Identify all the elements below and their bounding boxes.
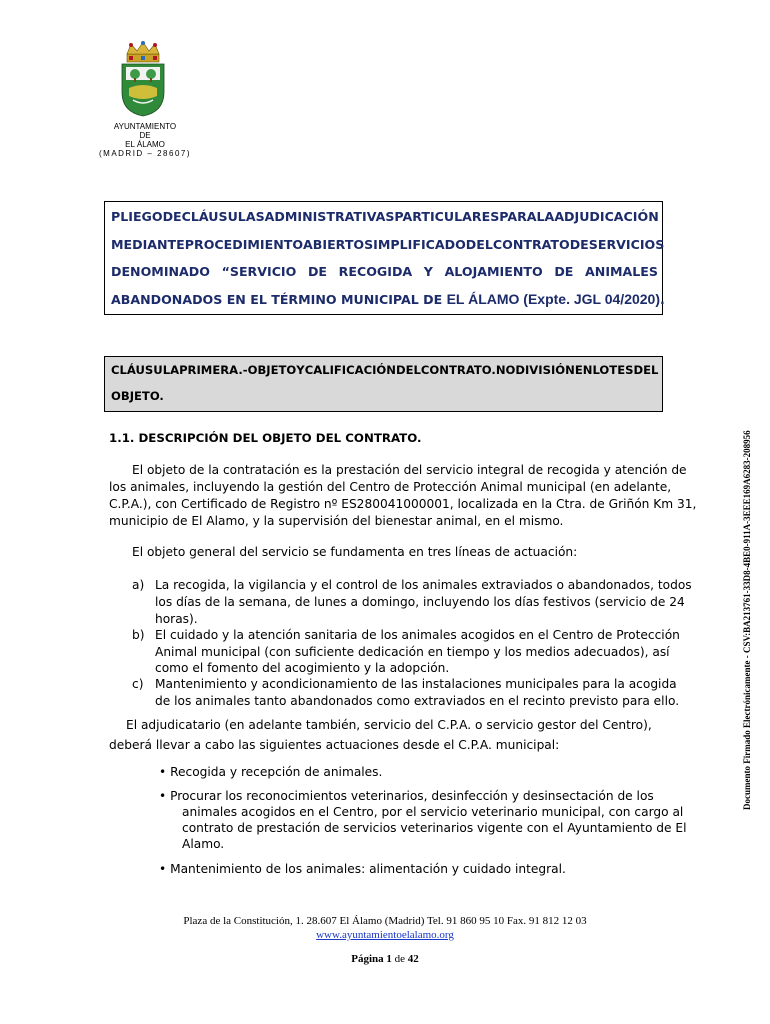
- list-item-line: horas).: [155, 612, 198, 626]
- page-total: 42: [407, 953, 419, 965]
- list-item-line: los días de la semana, de lunes a domingo, incluyendo los días festivos (servicio de 24: [155, 595, 685, 609]
- title-word: MEDIANTE: [111, 237, 185, 252]
- document-title-box: [104, 201, 663, 315]
- title-word: ANIMALES: [585, 264, 658, 279]
- title-word: DENOMINADO: [111, 264, 210, 279]
- title-word: ADJUDICACIÓN: [554, 209, 659, 224]
- page-number: [0, 953, 770, 965]
- page-current: 1: [386, 953, 392, 965]
- list-marker: b): [132, 628, 145, 642]
- title-word: SIMPLIFICADO: [364, 237, 466, 252]
- paragraph-text: El objeto de la contratación es la prestación del servicio integral de recogida y atención de: [132, 463, 687, 477]
- bullet-text: Procurar los reconocimientos veterinarios, desinfección y desinsectación de los: [170, 789, 654, 803]
- title-line-4: [111, 291, 665, 307]
- title-word: DE: [569, 237, 589, 252]
- clause-word: CONTRATO.: [420, 363, 496, 377]
- clause-word: CLÁUSULA: [111, 363, 180, 377]
- footer-address: Plaza de la Constitución, 1. 28.607 El Álamo (Madrid) Tel. 91 860 95 10 Fax. 91 812 12 03: [183, 915, 587, 927]
- clause-word: Y: [296, 363, 305, 377]
- paragraph-line: El adjudicatario (en adelante también, servicio del C.P.A. o servicio gestor del Centro),: [126, 718, 652, 732]
- title-word: DEL: [465, 237, 493, 252]
- clause-word: NO: [495, 363, 516, 377]
- paragraph-line: municipio de El Alamo, y la supervisión del bienestar animal, en el mismo.: [109, 514, 564, 528]
- title-word: RECOGIDA: [338, 264, 413, 279]
- clause-word: OBJETO: [247, 363, 297, 377]
- bullet-text-line: contrato de prestación de servicios veterinarios vigente con el Ayuntamiento de El: [182, 821, 687, 835]
- clause-word: EN: [574, 363, 593, 377]
- title-word: DE: [307, 264, 328, 279]
- entity-line: AYUNTAMIENTO: [113, 122, 177, 131]
- entity-location: (MADRID – 28607): [98, 149, 192, 158]
- bullet-item: [159, 765, 382, 779]
- entity-name-block: [90, 122, 200, 158]
- title-word: ALOJAMIENTO: [444, 264, 543, 279]
- clause-word: DEL: [633, 363, 659, 377]
- title-word: PROCEDIMIENTO: [184, 237, 304, 252]
- clause-word: PRIMERA.-: [179, 363, 248, 377]
- clause-word: LOTES: [592, 363, 634, 377]
- bullet-icon: •: [159, 765, 167, 779]
- title-word: SERVICIOS: [588, 237, 665, 252]
- paragraph-line: deberá llevar a cabo las siguientes actuaciones desde el C.P.A. municipal:: [109, 738, 560, 752]
- title-word: ABIERTO: [303, 237, 365, 252]
- bullet-item: [159, 789, 654, 803]
- list-item-line: de los animales tanto abandonados como extraviados en el recinto previsto para ello.: [155, 694, 680, 708]
- title-text: .: [660, 292, 665, 307]
- title-word: CONTRATO: [492, 237, 570, 252]
- coat-of-arms-logo: [115, 40, 171, 118]
- section-heading: 1.1. DESCRIPCIÓN DEL OBJETO DEL CONTRATO.: [109, 431, 422, 445]
- list-item-line: La recogida, la vigilancia y el control de los animales extraviados o abandonados, todos: [155, 578, 692, 592]
- list-marker: c): [132, 677, 144, 691]
- clause-heading-box: [104, 356, 663, 412]
- title-line-3: [111, 264, 658, 279]
- paragraph-line: los animales, incluyendo la gestión del Centro de Protección Animal municipal (en adelante,: [109, 480, 672, 494]
- paragraph-line: El objeto general del servicio se fundamenta en tres líneas de actuación:: [132, 545, 578, 559]
- title-text: EL ÁLAMO (Expte. JGL 04/2020): [446, 291, 661, 307]
- bullet-icon: •: [159, 789, 167, 803]
- bullet-text: Mantenimiento de los animales: alimentación y cuidado integral.: [170, 862, 566, 876]
- bullet-item: [159, 862, 566, 876]
- title-word: DE: [554, 264, 574, 279]
- title-word: PARTICULARES: [394, 209, 500, 224]
- bullet-text-line: animales acogidos en el Centro, por el servicio veterinario municipal, con cargo al: [182, 805, 684, 819]
- title-word: PARA: [499, 209, 537, 224]
- bullet-icon: •: [159, 862, 167, 876]
- electronic-signature-stamp: Documento Firmado Electrónicamente - CSV:BA213761-33D8-4BE0-911A-3EEE169A6283-208956: [742, 430, 752, 810]
- list-item-line: Mantenimiento y acondicionamiento de las instalaciones municipales para la acogida: [155, 677, 677, 691]
- title-word: Y: [423, 264, 433, 279]
- title-word: LA: [536, 209, 555, 224]
- paragraph-line: [132, 463, 687, 477]
- title-word: PLIEGO: [111, 209, 163, 224]
- entity-line: EL ÁLAMO: [125, 140, 165, 149]
- clause-line-2: OBJETO.: [111, 389, 164, 403]
- title-word: ADMINISTRATIVAS: [264, 209, 395, 224]
- page-label: Página: [351, 953, 384, 965]
- bullet-text: Recogida y recepción de animales.: [170, 765, 383, 779]
- list-item-line: como el fomento del acogimiento y la adopción.: [155, 661, 450, 675]
- clause-word: DIVISIÓN: [515, 363, 575, 377]
- list-item-line: Animal municipal (con suficiente dedicación en tiempo y los medios adecuados), así: [155, 645, 670, 659]
- page-of: de: [394, 953, 406, 965]
- title-line-2: [111, 237, 665, 252]
- clause-word: DEL: [395, 363, 421, 377]
- title-line-1: [111, 209, 658, 224]
- title-word: CLÁUSULAS: [181, 209, 265, 224]
- paragraph-line: C.P.A.), con Certificado de Registro nº ES280041000001, localizada en la Ctra. de Griñón Km 31,: [109, 497, 697, 511]
- list-marker: a): [132, 578, 145, 592]
- list-item-line: El cuidado y la atención sanitaria de los animales acogidos en el Centro de Protección: [155, 628, 680, 642]
- bullet-text-line: Alamo.: [182, 837, 225, 851]
- title-word: DE: [162, 209, 182, 224]
- entity-line: DE: [139, 131, 151, 140]
- footer-website-link[interactable]: www.ayuntamientoelalamo.org: [316, 929, 454, 941]
- clause-line-1: [111, 363, 658, 377]
- clause-word: CALIFICACIÓN: [304, 363, 396, 377]
- title-text: ABANDONADOS EN EL TÉRMINO MUNICIPAL DE: [111, 292, 447, 307]
- title-word: “SERVICIO: [221, 264, 297, 279]
